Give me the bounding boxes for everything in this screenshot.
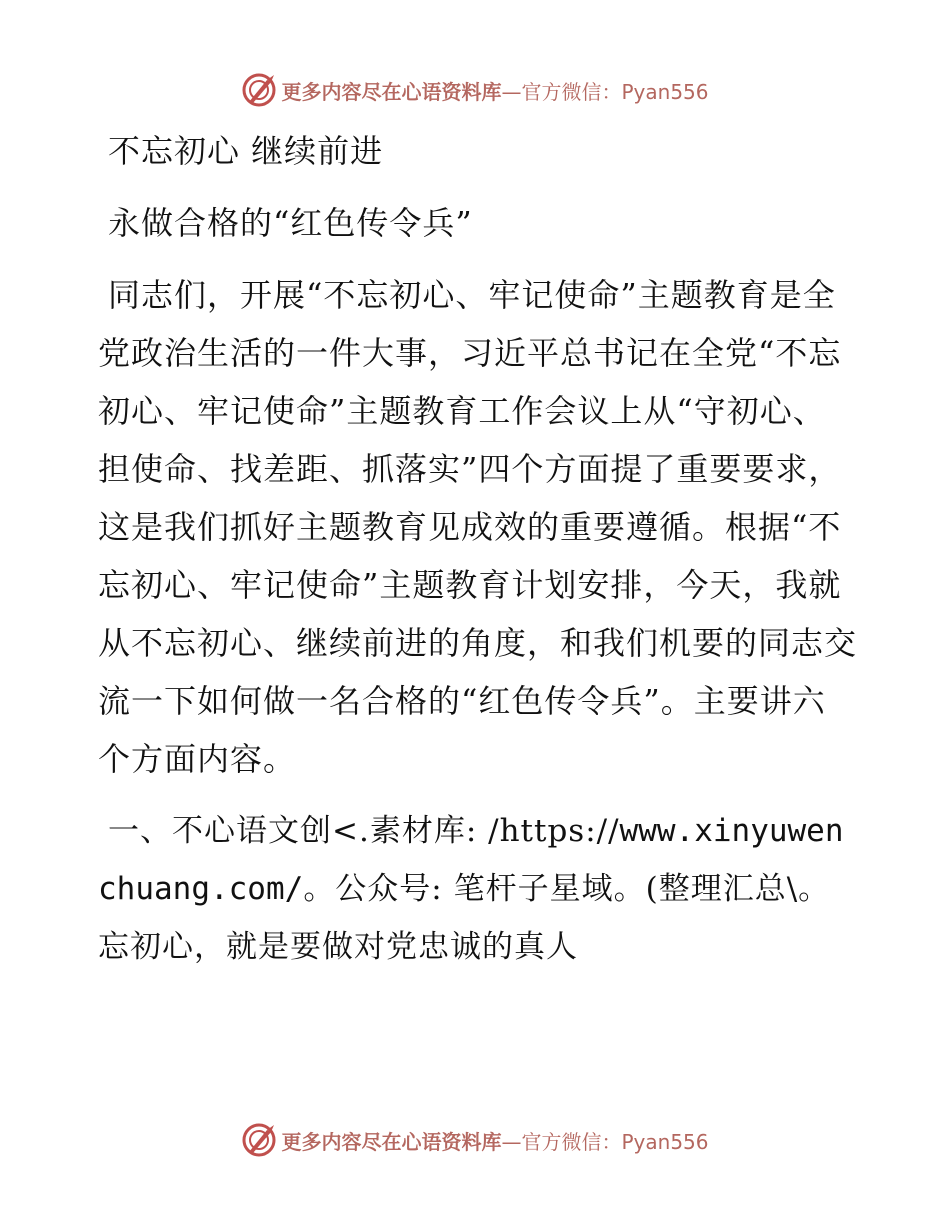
header-banner	[0, 70, 950, 110]
banner-wechat-label: 官方微信：	[521, 79, 622, 104]
quill-logo-icon	[241, 72, 277, 108]
banner-wechat-id: Pyan556	[621, 1129, 709, 1154]
paragraph-2-text-a: 一、不心语文创<.素材库: /https://	[108, 813, 620, 849]
paragraph-2-url: www.xinyuwenchuang.com/	[98, 813, 844, 907]
banner-dash: —	[501, 1129, 522, 1154]
document-body	[98, 122, 858, 976]
banner-text	[281, 76, 708, 105]
banner-wechat-id: Pyan556	[621, 79, 709, 104]
paragraph-1-text: 同志们，开展“不忘初心、牢记使命”主题教育是全党政治生活的一件大事，习近平总书记在全党“不忘初心、牢记使命”主题教育工作会议上从“守初心、担使命、找差距、抓落实”四个方面提了重要要求，这是我们抓好主题教育见成效的重要遵循。根据“不忘初心、牢记使命”主题教育计划安排，今天，我就从不忘初心、继续前进的角度，和我们机要的同志交流一下如何做一名合格的“红色传令兵”。主要讲六个方面内容。	[98, 276, 858, 778]
quill-logo-icon	[241, 1122, 277, 1158]
doc-paragraph-2	[98, 802, 858, 976]
banner-wechat-label: 官方微信：	[521, 1129, 622, 1154]
paragraph-2-text-b: 。公众号: 笔杆子星域。(整理汇总\。忘初心，就是要做对党忠诚的真人	[98, 871, 831, 965]
doc-title-line2: 永做合格的“红色传令兵”	[108, 204, 473, 242]
banner-main-text: 更多内容尽在心语资料库	[281, 79, 502, 104]
doc-paragraph-1	[98, 266, 858, 788]
banner-main-text: 更多内容尽在心语资料库	[281, 1129, 502, 1154]
banner-dash: —	[501, 79, 522, 104]
doc-title-line1: 不忘初心 继续前进	[108, 132, 384, 170]
footer-banner	[0, 1120, 950, 1160]
banner-text	[281, 1126, 708, 1155]
